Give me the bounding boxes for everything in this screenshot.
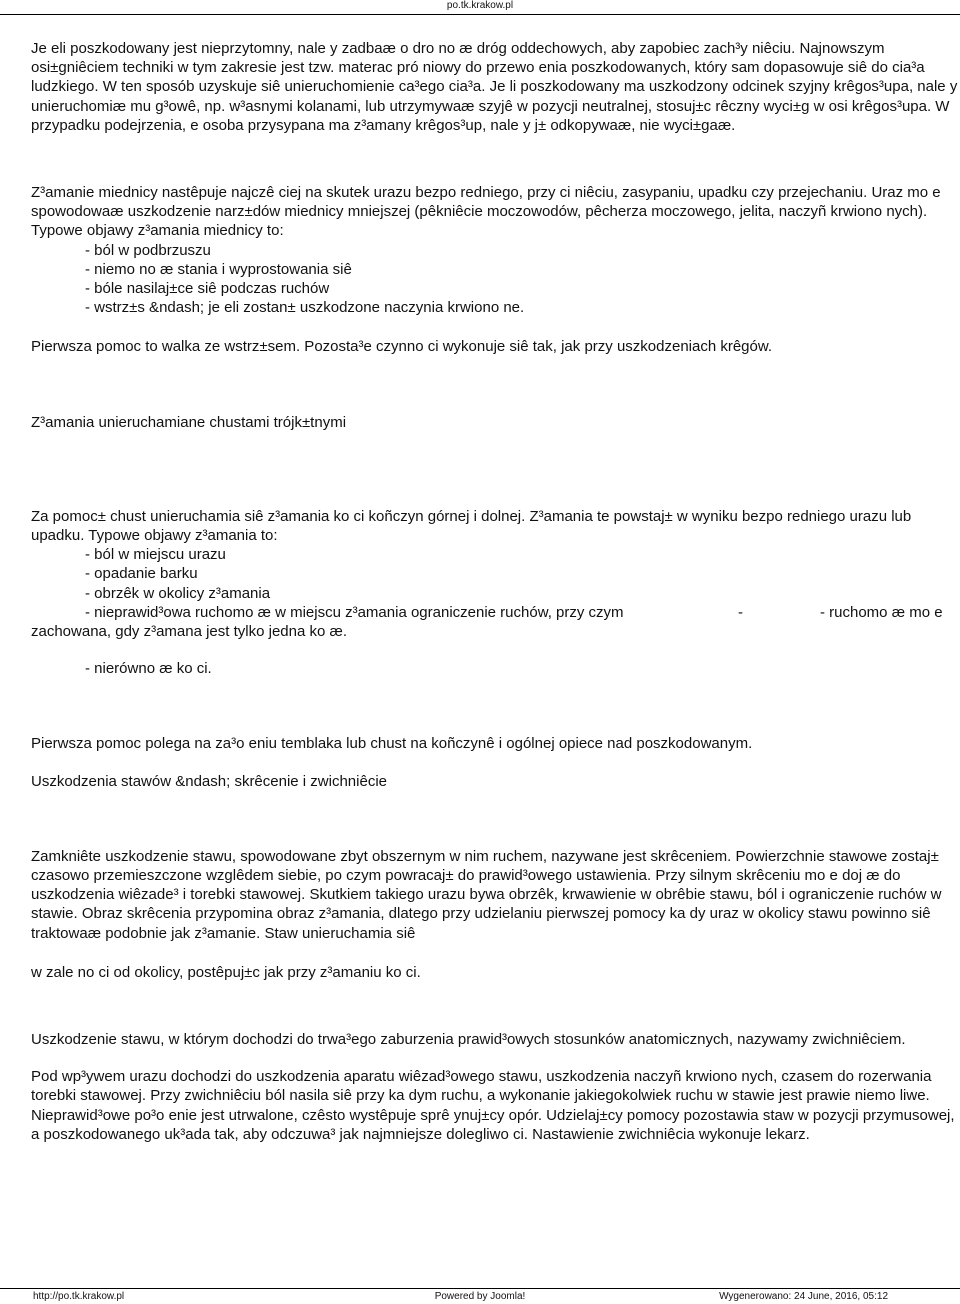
section-heading-joints: Uszkodzenia stawów &ndash; skrêcenie i zwichniêcie: [31, 772, 388, 790]
paragraph-pelvis-symptoms-intro: Typowe objawy z³amania miednicy to:: [31, 222, 284, 240]
footer-generated-date: Wygenerowano: 24 June, 2016, 05:12: [719, 1291, 888, 1302]
paragraph-first-aid-sling: Pierwsza pomoc polega na za³o eniu temblaka lub chust na koñczynê i ogólnej opiece nad poszkodowanym.: [31, 735, 753, 753]
paragraph-sprain: Zamkniête uszkodzenie stawu, spowodowane zbyt obszernym w nim ruchem, nazywane jest skrêceniem. Powierzchnie stawowe zostaj± czasowo przemieszczone wzglêdem siebie, po czym powracaj± do prawid³owego ustawienia. Przy silnym skrêceniu mo e doj æ do uszkodzenia wiêzade³ i torebki stawowej. Skutkiem takiego urazu bywa obrzêk, krwawienie w obrêbie stawu, ból i ograniczenie ruchów w stawie. Obraz skrêcenia przypomina obraz z³amania, dlatego przy udzielaniu pierwszej pomocy ka dy uraz w okolicy stawu powinno siê traktowaæ podobnie jak z³amanie. Staw unieruchamia siê: [31, 847, 942, 942]
list-item-mobility: [31, 603, 960, 622]
list-item: - nierówno æ ko ci.: [85, 660, 212, 678]
paragraph-sprain-continued: w zale no ci od okolicy, postêpuj±c jak przy z³amaniu ko ci.: [31, 963, 421, 981]
page-header: [0, 0, 960, 15]
article-body: [31, 39, 960, 1144]
list-item: - ból w miejscu urazu: [85, 546, 226, 564]
paragraph-scarf-fractures: Za pomoc± chust unieruchamia siê z³amania ko ci koñczyn górnej i dolnej. Z³amania te powstaj± w wyniku bezpo redniego urazu lub upadku. Typowe objawy z³amania to:: [31, 507, 912, 545]
page-footer: [0, 1288, 960, 1304]
list-item: - opadanie barku: [85, 565, 198, 583]
list-item: - wstrz±s &ndash; je eli zostan± uszkodzone naczynia krwiono ne.: [85, 299, 525, 317]
list-item: - ból w podbrzuszu: [85, 241, 211, 259]
list-item-mobility-overflow: - ruchomo æ mo e: [820, 603, 943, 621]
paragraph-dislocation-details: Pod wp³ywem urazu dochodzi do uszkodzenia aparatu wiêzad³owego stawu, uszkodzenia naczyñ krwiono nych, czasem do rozerwania torebki stawowej. Przy zwichniêciu ból nasila siê przy ka dym ruchu, a wykonanie jakiegokolwiek ruchu w stawie jest prawie niemo liwe. Nieprawid³owe po³o enie jest utrwalone, czêsto wystêpuje sprê ynuj±cy opór. Udzielaj±cy pomocy pozostawia staw w pozycji przymusowej, a poszkodowanego uk³ada tak, aby odczuwa³ jak najmniejsze dolegliwo ci. Nastawienie zwichniêcia wykonuje lekarz.: [31, 1068, 955, 1143]
paragraph-dislocation: Uszkodzenie stawu, w którym dochodzi do trwa³ego zaburzenia prawid³owych stosunków anatomicznych, nazywamy zwichniêciem.: [31, 1031, 906, 1049]
section-heading-fractures: Z³amania unieruchamiane chustami trójk±tnymi: [31, 413, 347, 431]
header-site-url[interactable]: po.tk.krakow.pl: [446, 0, 514, 11]
paragraph-mobility-continued: zachowana, gdy z³amana jest tylko jedna ko æ.: [31, 623, 348, 641]
list-item: - obrzêk w okolicy z³amania: [85, 584, 271, 602]
list-item-mobility-text: - nieprawid³owa ruchomo æ w miejscu z³amania ograniczenie ruchów, przy czym: [85, 603, 624, 621]
footer-url-link[interactable]: http://po.tk.krakow.pl: [33, 1291, 125, 1302]
paragraph-unconscious: Je eli poszkodowany jest nieprzytomny, nale y zadbaæ o dro no æ dróg oddechowych, aby zapobiec zach³y niêciu. Najnowszym osi±gniêciem techniki w tym zakresie jest tzw. materac pró niowy do przewo enia poszkodowanych, który sam dopasowuje siê do cia³a ludzkiego. W ten sposób uzyskuje siê unieruchomienie ca³ego cia³a. Je li poszkodowany ma uszkodzony odcinek szyjny krêgos³upa, nale y unieruchomiæ mu g³owê, np. w³asnymi kolanami, lub utrzymywaæ szyjê w pozycji neutralnej, stosuj±c rêczny wyci±g w osi krêgos³upa. W przypadku podejrzenia, e osoba przysypana ma z³amany krêgos³up, nale y j± odkopywaæ, nie wyci±gaæ.: [31, 40, 958, 134]
list-item: - bóle nasilaj±ce siê podczas ruchów: [85, 280, 330, 298]
footer-powered-by: Powered by Joomla!: [434, 1291, 526, 1302]
list-item-mobility-dash: -: [738, 603, 743, 621]
paragraph-first-aid-shock: Pierwsza pomoc to walka ze wstrz±sem. Pozosta³e czynno ci wykonuje siê tak, jak przy uszkodzeniach krêgów.: [31, 338, 773, 356]
paragraph-pelvis: Z³amanie miednicy nastêpuje najczê ciej na skutek urazu bezpo redniego, przy ci niêciu, zasypaniu, upadku czy przejechaniu. Uraz mo e spowodowaæ uszkodzenie narz±dów miednicy mniejszej (pêkniêcie moczowodów, pêcherza moczowego, jelita, naczyñ krwiono nych).: [31, 184, 941, 221]
list-item: - niemo no æ stania i wyprostowania siê: [85, 260, 352, 278]
